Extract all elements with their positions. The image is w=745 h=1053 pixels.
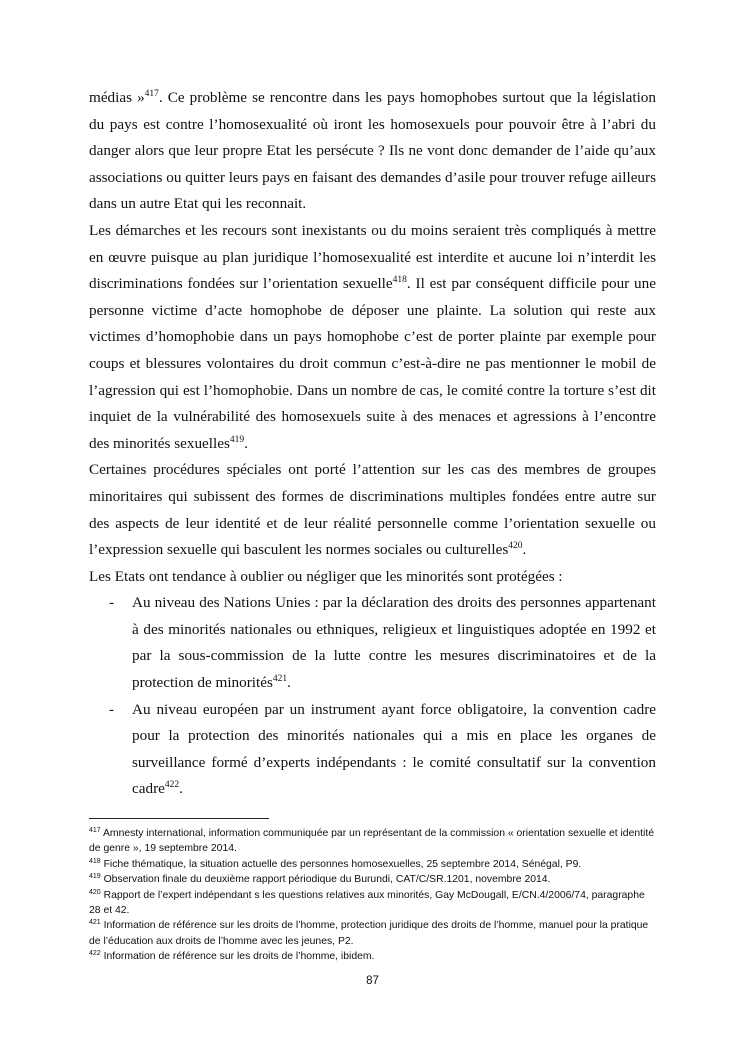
footnote-ref-420[interactable]: 420 [508, 541, 523, 552]
page-number: 87 [366, 975, 379, 987]
list-item: - Au niveau des Nations Unies : par la déclaration des droits des personnes appartenant à des minorités nationales ou ethniques, religieux et linguistiques adoptée en 1992 et par la sous-commission de la lutte contre les mesures discriminatoires et de la protection de minorités$^{421}$. [89, 590, 656, 696]
paragraph-1: médias »$^{417}$. Ce problème se rencontre dans les pays homophobes surtout que la législation du pays est contre l’homosexualité où iront les homosexuels pour pouvoir être à l’abri du danger alors que leur propre Etat les persécute ? Ils ne vont donc demander de l’aide qu’aux associations ou quitter leurs pays en faisant des demandes d’asile pour trouver refuge ailleurs dans un autre Etat qui les reconnait. [89, 89, 656, 213]
paragraph-3: Certaines procédures spéciales ont porté l’attention sur les cas des membres de groupes minoritaires qui subissent des formes de discriminations multiples fondées entre autre sur des aspects de leur identité et de leur réalité personnelle comme l’orientation sexuelle ou l’expression sexuelle qui basculent les normes sociales ou culturelles$^{420}$. [89, 461, 656, 559]
footnote: $^{418}$ Fiche thématique, la situation actuelle des personnes homosexuelles, 25 septembre 2014, Sénégal, P9. [89, 857, 582, 870]
footnotes [89, 826, 659, 965]
footnote-ref-417[interactable]: 417 [144, 89, 159, 99]
footnote: $^{421}$ Information de référence sur les droits de l’homme, protection juridique des droits de l’homme, manuel pour la pratique de l’éducation aux droits de l’homme avec les jeunes, P2. [89, 919, 649, 947]
list-item: - Au niveau européen par un instrument ayant force obligatoire, la convention cadre pour la protection des minorités nationales qui a mis en place les organes de surveillance formé d’experts indépendants : le comité consultatif sur la convention cadre$^{422}$. [89, 697, 656, 803]
paragraph-2: Les démarches et les recours sont inexistants ou du moins seraient très compliqués à mettre en œuvre puisque au plan juridique l’homosexualité est interdite et aucune loi n’interdit les discriminations fondées sur l’orientation sexuelle$^{418}$. Il est par conséquent difficile pour une personne victime d’acte homophobe de déposer une plainte. La solution qui reste aux victimes d’homophobie dans un pays homophobe c’est de porter plainte par exemple pour coups et blessures volontaires du droit commun c’est-à-dire ne pas mentionner le mobil de l’agression qui est l’homophobie. Dans un nombre de cas, le comité contre la torture s’est dit inquiet de la vulnérabilité des homosexuels suite à des menaces et agressions à l’encontre des minorités sexuelles$^{419}$. [89, 221, 656, 452]
footnote-ref-419[interactable]: 419 [229, 434, 245, 445]
footnote-separator [89, 818, 269, 819]
footnote: $^{422}$ Information de référence sur les droits de l’homme, ibidem. [89, 950, 375, 963]
list-bullet: - [109, 700, 115, 718]
paragraph-4: Les Etats ont tendance à oublier ou négliger que les minorités sont protégées : [89, 567, 563, 585]
body-text [89, 85, 656, 803]
footnote: $^{419}$ Observation finale du deuxième rapport périodique du Burundi, CAT/C/SR.1201, novembre 2014. [89, 873, 551, 886]
footnote-ref-418[interactable]: 418 [392, 275, 407, 286]
footnote-ref-422[interactable]: 422 [164, 780, 180, 791]
footnote-ref-421[interactable]: 421 [272, 674, 288, 685]
list-bullet: - [109, 594, 115, 612]
footnote: $^{420}$ Rapport de l’expert indépendant s les questions relatives aux minorités, Gay McDougall, E/CN.4/2006/74, paragraphe 28 et 42. [89, 888, 645, 917]
footnote: $^{417}$ Amnesty international, information communiquée par un représentant de la commission « orientation sexuelle et identité de genre », 19 septembre 2014. [89, 827, 655, 855]
